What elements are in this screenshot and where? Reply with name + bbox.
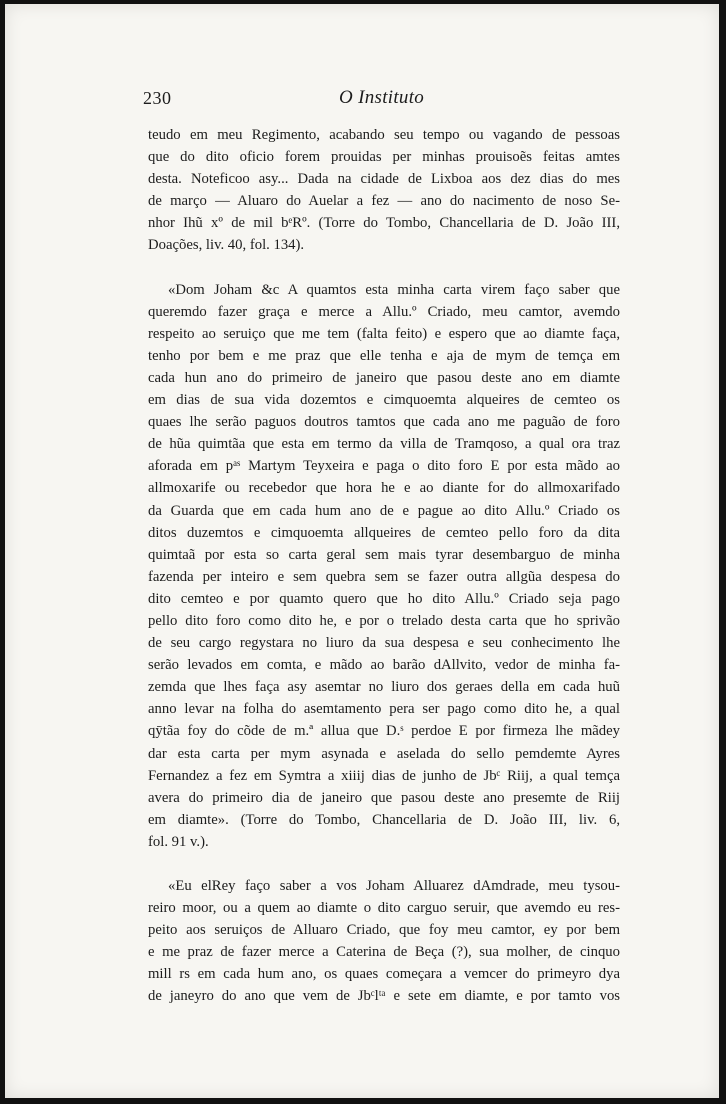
text-line: dar esta carta per mym asynada e aselada do sello pemdemte Ayres <box>148 745 620 762</box>
text-line: respeito ao seruiço que me tem (falta feito) e espero que ao diamte faça, <box>148 325 620 342</box>
text-line: teudo em meu Regimento, acabando seu tempo ou vagando de pessoas <box>148 127 620 143</box>
text-line: anno levar na folha do asemtamento pera ser pago como dito he, a qual <box>148 701 620 718</box>
text-line: nhor Ihũ xº de mil bᵉRº. (Torre do Tombo, Chancellaria de D. João III, <box>148 215 620 232</box>
text-line: que do dito oficio forem prouidas per minhas prouisoẽs feitas amtes <box>148 149 620 166</box>
text-line: em diamte». (Torre do Tombo, Chancellaria de D. João III, liv. 6, <box>148 811 620 828</box>
text-line: queremdo fazer graça e merce a Allu.º Criado, meu camtor, avemdo <box>148 303 620 320</box>
text-line: «Eu elRey faço saber a vos Joham Alluarez dAmdrade, meu tysou- <box>168 878 620 894</box>
text-line: avera do primeiro dia de janeiro que pasou deste ano presemte de Riij <box>148 789 620 806</box>
text-line: serão levados em comta, e mãdo ao barão dAllvito, vedor de minha fa- <box>148 657 620 674</box>
text-line: de seu cargo regystara no liuro da sua despesa e seu conhecimento lhe <box>148 635 620 652</box>
text-line: dito cemteo e por quamto quero que ho dito Allu.º Criado seja pago <box>148 590 620 607</box>
body-text <box>148 124 620 1008</box>
text-line: cada hun ano do primeiro de janeiro que pasou deste ano em diamte <box>148 369 620 386</box>
text-line: quaes lhe serão paguos doutros tamtos que cada ano me paguão de foro <box>148 414 620 431</box>
text-line: e me praz de fazer merce a Caterina de Beça (?), sua molher, de cinquo <box>148 944 620 961</box>
text-line: da Guarda que em cada hum ano de e pague ao dito Allu.º Criado os <box>148 502 620 519</box>
page-number: 230 <box>143 88 172 108</box>
text-line: ditos duzemtos e cimquoemta allqueires de cemteo pello foro da dita <box>148 524 620 541</box>
text-line: em dias de sua vida dozemtos e cimquoemta alqueires de cemteo os <box>148 392 620 409</box>
text-line: fol. 91 v.). <box>148 833 209 850</box>
text-line: «Dom Joham &c A quamtos esta minha carta virem faço saber que <box>168 281 620 298</box>
text-line: reiro moor, ou a quem ao diamte o dito carguo seruir, que avemdo eu res- <box>148 900 620 917</box>
text-line: fazenda per inteiro e sem quebra sem se fazer outra allgũa despesa do <box>148 568 620 585</box>
running-head <box>143 86 619 114</box>
paragraph-1 <box>148 124 620 257</box>
paragraph-2 <box>148 279 620 853</box>
text-line: pello dito foro como dito he, e por o trelado desta carta que ho sprivão <box>148 612 620 629</box>
text-line: quimtaã por esta so carta geral sem mais tyrar desembarguo de minha <box>148 546 620 563</box>
text-line: peito aos seruiços de Alluaro Criado, que foy meu camtor, ey por bem <box>148 922 620 939</box>
running-title: O Instituto <box>339 87 425 108</box>
text-line: Fernandez a fez em Symtra a xiiij dias de junho de Jbᶜ Riij, a qual temça <box>148 767 620 784</box>
text-line: aforada em pᵃˢ Martym Teyxeira e paga o dito foro E por esta mãdo ao <box>148 458 620 475</box>
text-line: qȳtãa foy do cõde de m.ª allua que D.ˢ perdoe E por firmeza lhe mãdey <box>148 723 620 740</box>
paragraph-3 <box>148 875 620 1008</box>
text-line: de janeyro do ano que vem de Jbᶜlᵗᵃ e sete em diamte, e por tamto vos <box>148 988 620 1005</box>
text-line: Doações, liv. 40, fol. 134). <box>148 237 305 254</box>
text-line: de hũa quimtãa que esta em termo da villa de Tramqoso, a qual ora traz <box>148 436 620 453</box>
text-line: mill rs em cada hum ano, os quaes começara a vemcer do primeyro dya <box>148 966 620 983</box>
text-line: tenho por bem e me praz que elle tenha e aja de mym de temça em <box>148 347 620 364</box>
page-sheet <box>5 4 719 1098</box>
text-line: allmoxarife ou recebedor que hora he e ao diante for do allmoxarifado <box>148 480 620 497</box>
text-line: de março — Aluaro do Auelar a fez — ano do nacimento de noso Se- <box>148 193 620 210</box>
text-line: zemda que lhes faça asy asemtar no liuro dos geraes della em cada huũ <box>148 679 620 696</box>
text-line: desta. Noteficoo asy... Dada na cidade de Lixboa aos dez dias do mes <box>148 171 620 188</box>
